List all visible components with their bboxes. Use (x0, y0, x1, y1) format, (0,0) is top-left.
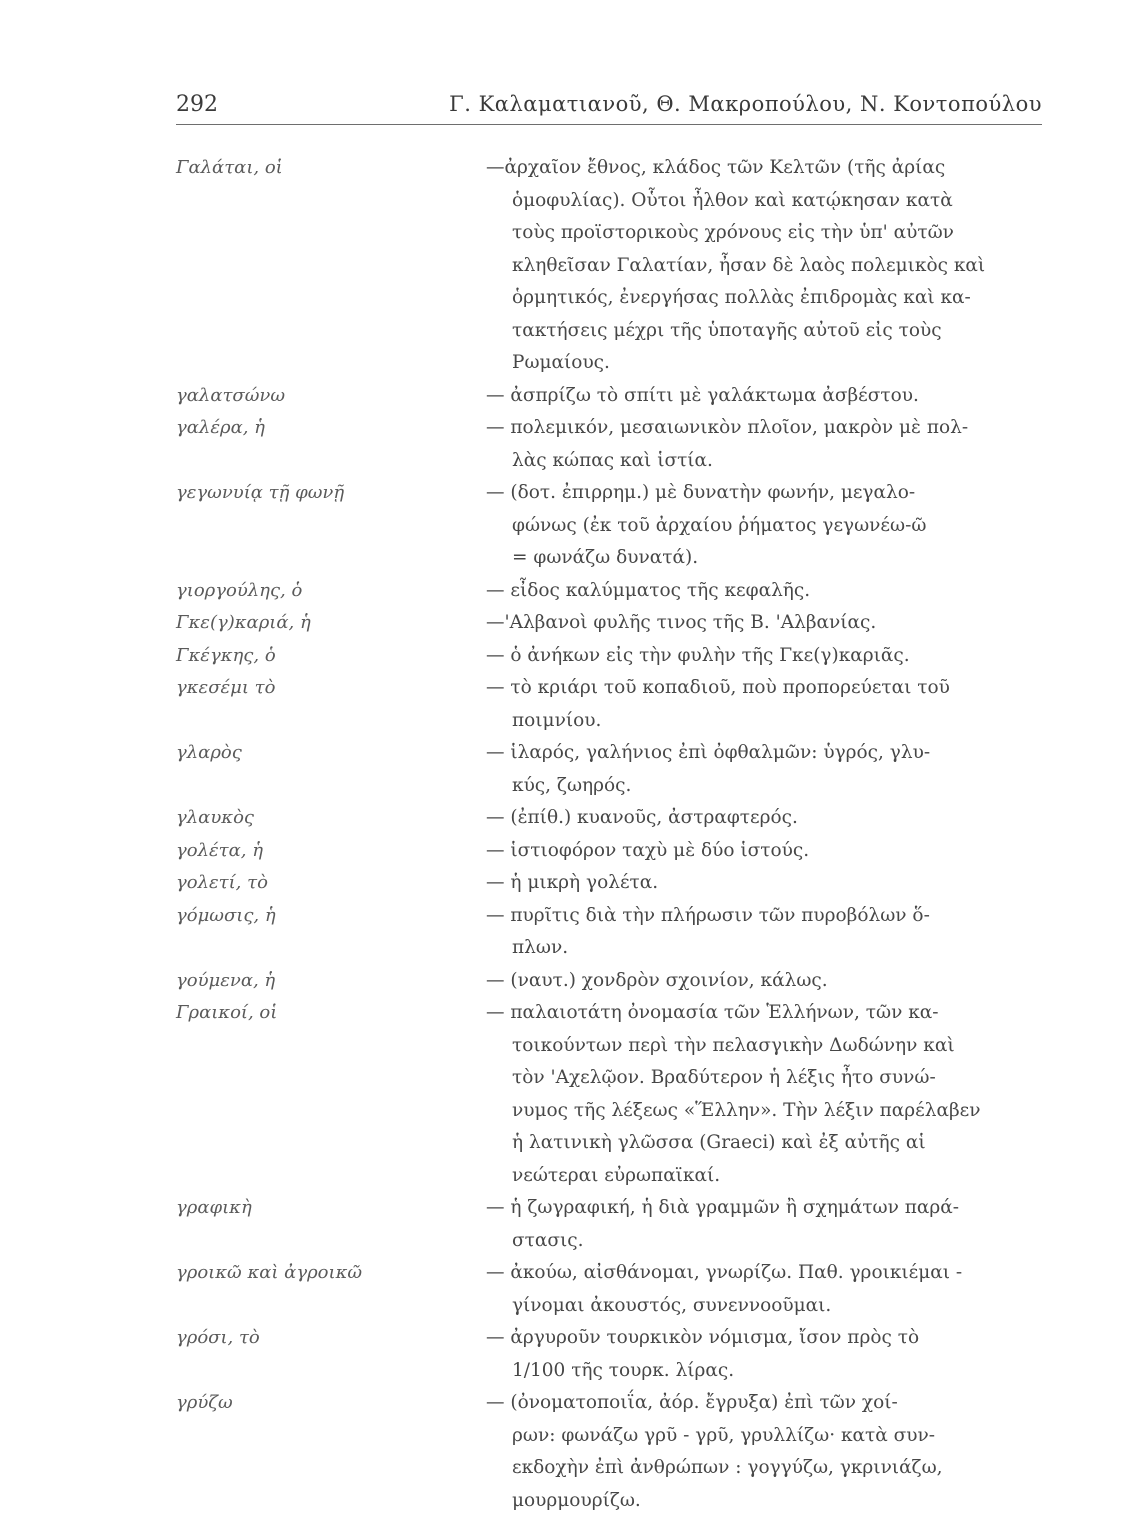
definition-line: — ἀσπρίζω τὸ σπίτι μὲ γαλάκτωμα ἀσβέστου. (486, 380, 1042, 413)
definition-line: — πυρῖτις διὰ τὴν πλήρωσιν τῶν πυροβόλων ὅ- (486, 900, 1042, 933)
page-number: 292 (176, 92, 218, 117)
running-title: Γ. Καλαματιανοῦ, Θ. Μακροπούλου, Ν. Κοντοπούλου (449, 92, 1042, 116)
definition-line: — ὁ ἀνήκων εἰς τὴν φυλὴν τῆς Γκε(γ)καριᾶς. (486, 640, 1042, 673)
glossary-entry (0, 802, 1145, 835)
definition-line: τοικούντων περὶ τὴν πελασγικὴν Δωδώνην καὶ (486, 1030, 1042, 1063)
glossary-entry (0, 835, 1145, 868)
entry-term: Γραικοί, οἱ (176, 997, 476, 1030)
entry-term: Γκε(γ)καριά, ἡ (176, 607, 476, 640)
entry-definition (486, 900, 1042, 965)
definition-line: νυμος τῆς λέξεως «Ἕλλην». Τὴν λέξιν παρέλαβεν (486, 1095, 1042, 1128)
entry-definition (486, 997, 1042, 1192)
definition-line: πλων. (486, 932, 1042, 965)
glossary-entry (0, 965, 1145, 998)
entry-term: γολέτα, ἡ (176, 835, 476, 868)
entry-term: γούμενα, ἡ (176, 965, 476, 998)
glossary-entry (0, 640, 1145, 673)
entry-definition (486, 575, 1042, 608)
glossary-entry (0, 412, 1145, 477)
entry-term: Γκέγκης, ὁ (176, 640, 476, 673)
entry-definition (486, 412, 1042, 477)
glossary-entry (0, 477, 1145, 575)
definition-line: 1/100 τῆς τουρκ. λίρας. (486, 1355, 1042, 1388)
glossary-entry (0, 380, 1145, 413)
entry-definition (486, 1322, 1042, 1387)
definition-line: κληθεῖσαν Γαλατίαν, ἦσαν δὲ λαὸς πολεμικὸς καὶ (486, 250, 1042, 283)
entry-definition (486, 607, 1042, 640)
glossary-entry (0, 1192, 1145, 1257)
definition-line: ὁμοφυλίας). Οὗτοι ἦλθον καὶ κατῴκησαν κατὰ (486, 185, 1042, 218)
entry-term: γροικῶ καὶ ἀγροικῶ (176, 1257, 476, 1290)
entry-term: γεγωνυίᾳ τῇ φωνῇ (176, 477, 476, 510)
glossary-entry (0, 1387, 1145, 1517)
definition-line: κύς, ζωηρός. (486, 770, 1042, 803)
entry-term: γαλατσώνω (176, 380, 476, 413)
definition-line: τακτήσεις μέχρι τῆς ὑποταγῆς αὐτοῦ εἰς τοὺς (486, 315, 1042, 348)
entry-definition (486, 835, 1042, 868)
definition-line: λὰς κώπας καὶ ἱστία. (486, 445, 1042, 478)
definition-line: Ρωμαίους. (486, 347, 1042, 380)
definition-line: μουρμουρίζω. (486, 1485, 1042, 1517)
definition-line: — παλαιοτάτη ὀνομασία τῶν Ἑλλήνων, τῶν κα- (486, 997, 1042, 1030)
entry-definition (486, 152, 1042, 380)
glossary-entry (0, 1257, 1145, 1322)
entry-definition (486, 640, 1042, 673)
definition-line: —ἀρχαῖον ἔθνος, κλάδος τῶν Κελτῶν (τῆς ἀρίας (486, 152, 1042, 185)
entry-term: γλαυκὸς (176, 802, 476, 835)
entry-term: γκεσέμι τὸ (176, 672, 476, 705)
entry-definition (486, 737, 1042, 802)
entry-term: γιοργούλης, ὁ (176, 575, 476, 608)
glossary-entry (0, 575, 1145, 608)
entry-definition (486, 867, 1042, 900)
entry-term: γραφικὴ (176, 1192, 476, 1225)
entry-term: γόμωσις, ἡ (176, 900, 476, 933)
entry-definition (486, 672, 1042, 737)
definition-line: ρων: φωνάζω γρῦ - γρῦ, γρυλλίζω· κατὰ συν- (486, 1420, 1042, 1453)
entry-definition (486, 1387, 1042, 1517)
glossary-entry (0, 672, 1145, 737)
entry-term: γαλέρα, ἡ (176, 412, 476, 445)
entry-term: Γαλάται, οἱ (176, 152, 476, 185)
definition-line: — (ὀνοματοποιΐα, ἀόρ. ἔγρυξα) ἐπὶ τῶν χοί- (486, 1387, 1042, 1420)
definition-line: τοὺς προϊστορικοὺς χρόνους εἰς τὴν ὑπ' αὐτῶν (486, 217, 1042, 250)
glossary-entry (0, 900, 1145, 965)
entry-definition (486, 802, 1042, 835)
definition-line: νεώτεραι εὐρωπαϊκαί. (486, 1160, 1042, 1193)
entry-definition (486, 1257, 1042, 1322)
definition-line: τὸν 'Αχελῷον. Βραδύτερον ἡ λέξις ἦτο συνώ- (486, 1062, 1042, 1095)
definition-line: — ἀργυροῦν τουρκικὸν νόμισμα, ἴσον πρὸς τὸ (486, 1322, 1042, 1355)
definition-line: —'Αλβανοὶ φυλῆς τινος τῆς Β. 'Αλβανίας. (486, 607, 1042, 640)
entry-term: γλαρὸς (176, 737, 476, 770)
definition-line: — ἡ μικρὴ γολέτα. (486, 867, 1042, 900)
entry-term: γρόσι, τὸ (176, 1322, 476, 1355)
entry-definition (486, 380, 1042, 413)
glossary-entry (0, 607, 1145, 640)
definition-line: στασις. (486, 1225, 1042, 1258)
glossary-entry (0, 1322, 1145, 1387)
definition-line: — (ἐπίθ.) κυανοῦς, ἀστραφτερός. (486, 802, 1042, 835)
header-rule (176, 124, 1042, 125)
entry-term: γρύζω (176, 1387, 476, 1420)
entry-definition (486, 477, 1042, 575)
glossary-entry (0, 997, 1145, 1192)
definition-line: ἡ λατινικὴ γλῶσσα (Graeci) καὶ ἐξ αὐτῆς αἱ (486, 1127, 1042, 1160)
definition-line: ποιμνίου. (486, 705, 1042, 738)
definition-line: — εἶδος καλύμματος τῆς κεφαλῆς. (486, 575, 1042, 608)
entry-definition (486, 1192, 1042, 1257)
definition-line: — πολεμικόν, μεσαιωνικὸν πλοῖον, μακρὸν μὲ πολ- (486, 412, 1042, 445)
definition-line: — ἱστιοφόρον ταχὺ μὲ δύο ἱστούς. (486, 835, 1042, 868)
definition-line: — (ναυτ.) χονδρὸν σχοινίον, κάλως. (486, 965, 1042, 998)
entry-definition (486, 965, 1042, 998)
definition-line: — ἱλαρός, γαλήνιος ἐπὶ ὀφθαλμῶν: ὑγρός, γλυ- (486, 737, 1042, 770)
glossary-entries (0, 152, 1145, 1517)
definition-line: γίνομαι ἀκουστός, συνεννοοῦμαι. (486, 1290, 1042, 1323)
definition-line: φώνως (ἐκ τοῦ ἀρχαίου ῥήματος γεγωνέω-ῶ (486, 510, 1042, 543)
definition-line: = φωνάζω δυνατά). (486, 542, 1042, 575)
page-header (176, 92, 1042, 132)
glossary-entry (0, 867, 1145, 900)
definition-line: ὁρμητικός, ἐνεργήσας πολλὰς ἐπιδρομὰς καὶ κα- (486, 282, 1042, 315)
definition-line: — τὸ κριάρι τοῦ κοπαδιοῦ, ποὺ προπορεύεται τοῦ (486, 672, 1042, 705)
definition-line: — ἀκούω, αἰσθάνομαι, γνωρίζω. Παθ. γροικιέμαι - (486, 1257, 1042, 1290)
glossary-entry (0, 737, 1145, 802)
entry-term: γολετί, τὸ (176, 867, 476, 900)
definition-line: εκδοχὴν ἐπὶ ἀνθρώπων : γογγύζω, γκρινιάζω, (486, 1452, 1042, 1485)
definition-line: — ἡ ζωγραφική, ἡ διὰ γραμμῶν ἢ σχημάτων παρά- (486, 1192, 1042, 1225)
glossary-entry (0, 152, 1145, 380)
definition-line: — (δοτ. ἐπιρρημ.) μὲ δυνατὴν φωνήν, μεγαλο- (486, 477, 1042, 510)
